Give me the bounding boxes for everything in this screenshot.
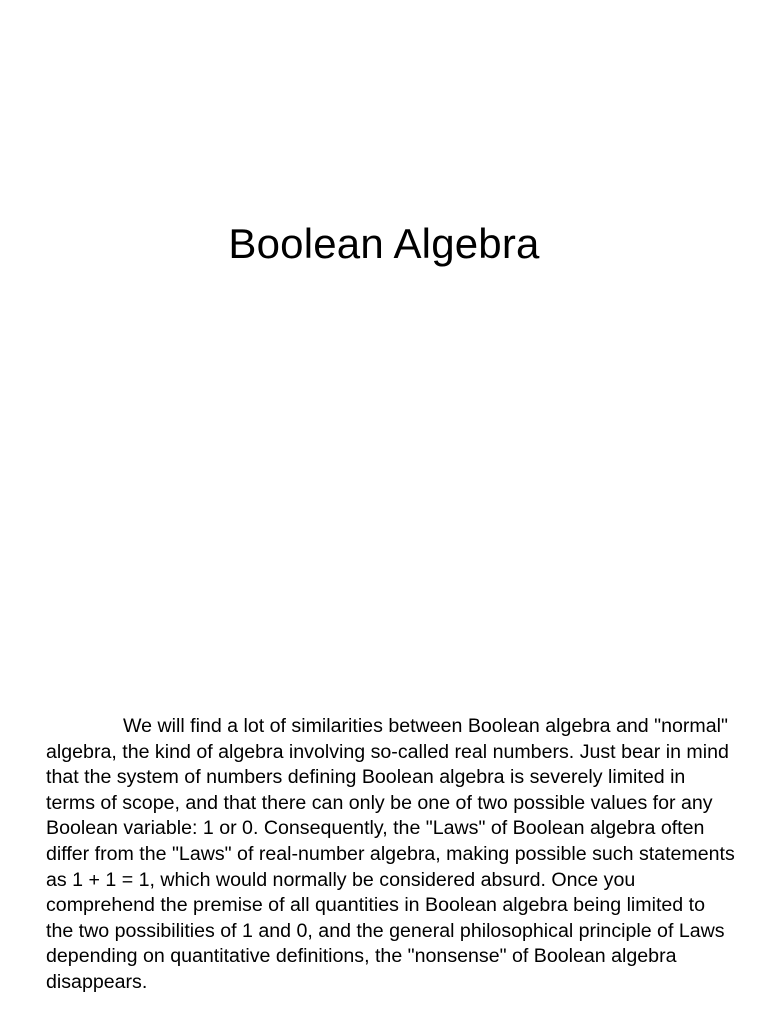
body-paragraph: We will find a lot of similarities between Boolean algebra and "normal" algebra, the kind of algebra involving so-called real numbers. Just bear in mind that the system of numbers defining Boolean algebra is severely limited in terms of scope, and that there can only be one of two possible values for any Boolean variable: 1 or 0. Consequently, the "Laws" of Boolean algebra often differ from the "Laws" of real-number algebra, making possible such statements as 1 + 1 = 1, which would normally be considered absurd. Once you comprehend the premise of all quantities in Boolean algebra being limited to the two possibilities of 1 and 0, and the general philosophical principle of Laws depending on quantitative definitions, the "nonsense" of Boolean algebra disappears. <box>46 715 735 993</box>
page-title: Boolean Algebra <box>228 220 540 267</box>
